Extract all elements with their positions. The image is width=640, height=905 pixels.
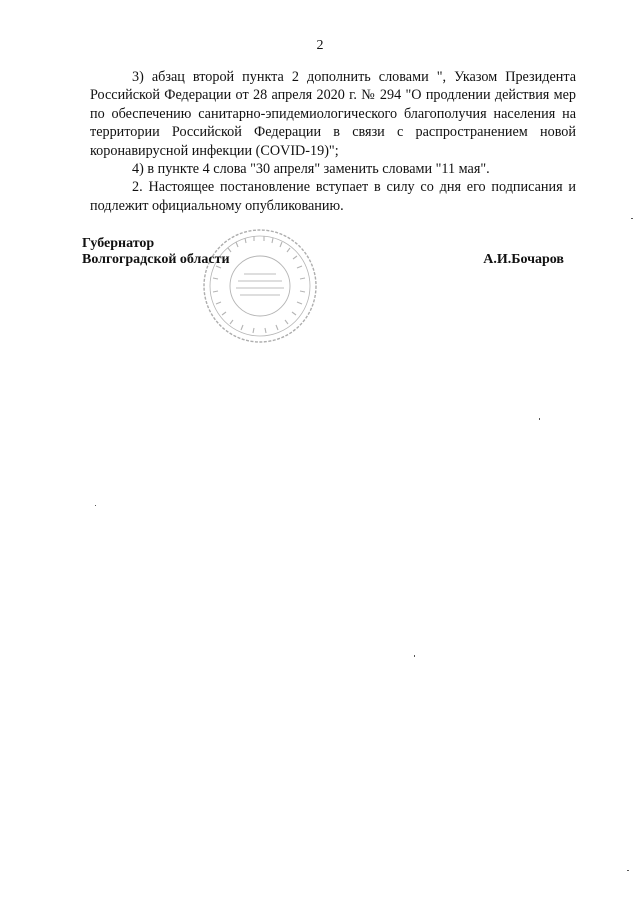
signatory-name: А.И.Бочаров (483, 252, 564, 267)
paragraph-amendment-3: 3) абзац второй пункта 2 дополнить словами ", Указом Президента Российской Федерации от 28 апреля 2020 г. № 294 "О продлении действия мер по обеспечению санитарно-эпидемиологического благополучия населения на территории Российской Федерации в связи с распространением новой коронавирусной инфекции (COVID-19)"; (90, 69, 576, 159)
document-body (90, 68, 576, 215)
scan-speck (631, 218, 633, 219)
scan-speck (95, 505, 96, 506)
scan-speck (539, 418, 540, 420)
signatory-title-line1: Губернатор (82, 236, 155, 251)
scan-speck (627, 870, 629, 871)
scan-speck (414, 655, 415, 657)
paragraph-effective-date: 2. Настоящее постановление вступает в силу со дня его подписания и подлежит официальному опубликованию. (90, 179, 576, 214)
paragraph-amendment-4: 4) в пункте 4 слова "30 апреля" заменить словами "11 мая". (132, 161, 490, 178)
page-number: 2 (316, 38, 324, 53)
signatory-title-line2: Волгоградской области (82, 252, 230, 267)
signature-block (82, 236, 572, 268)
